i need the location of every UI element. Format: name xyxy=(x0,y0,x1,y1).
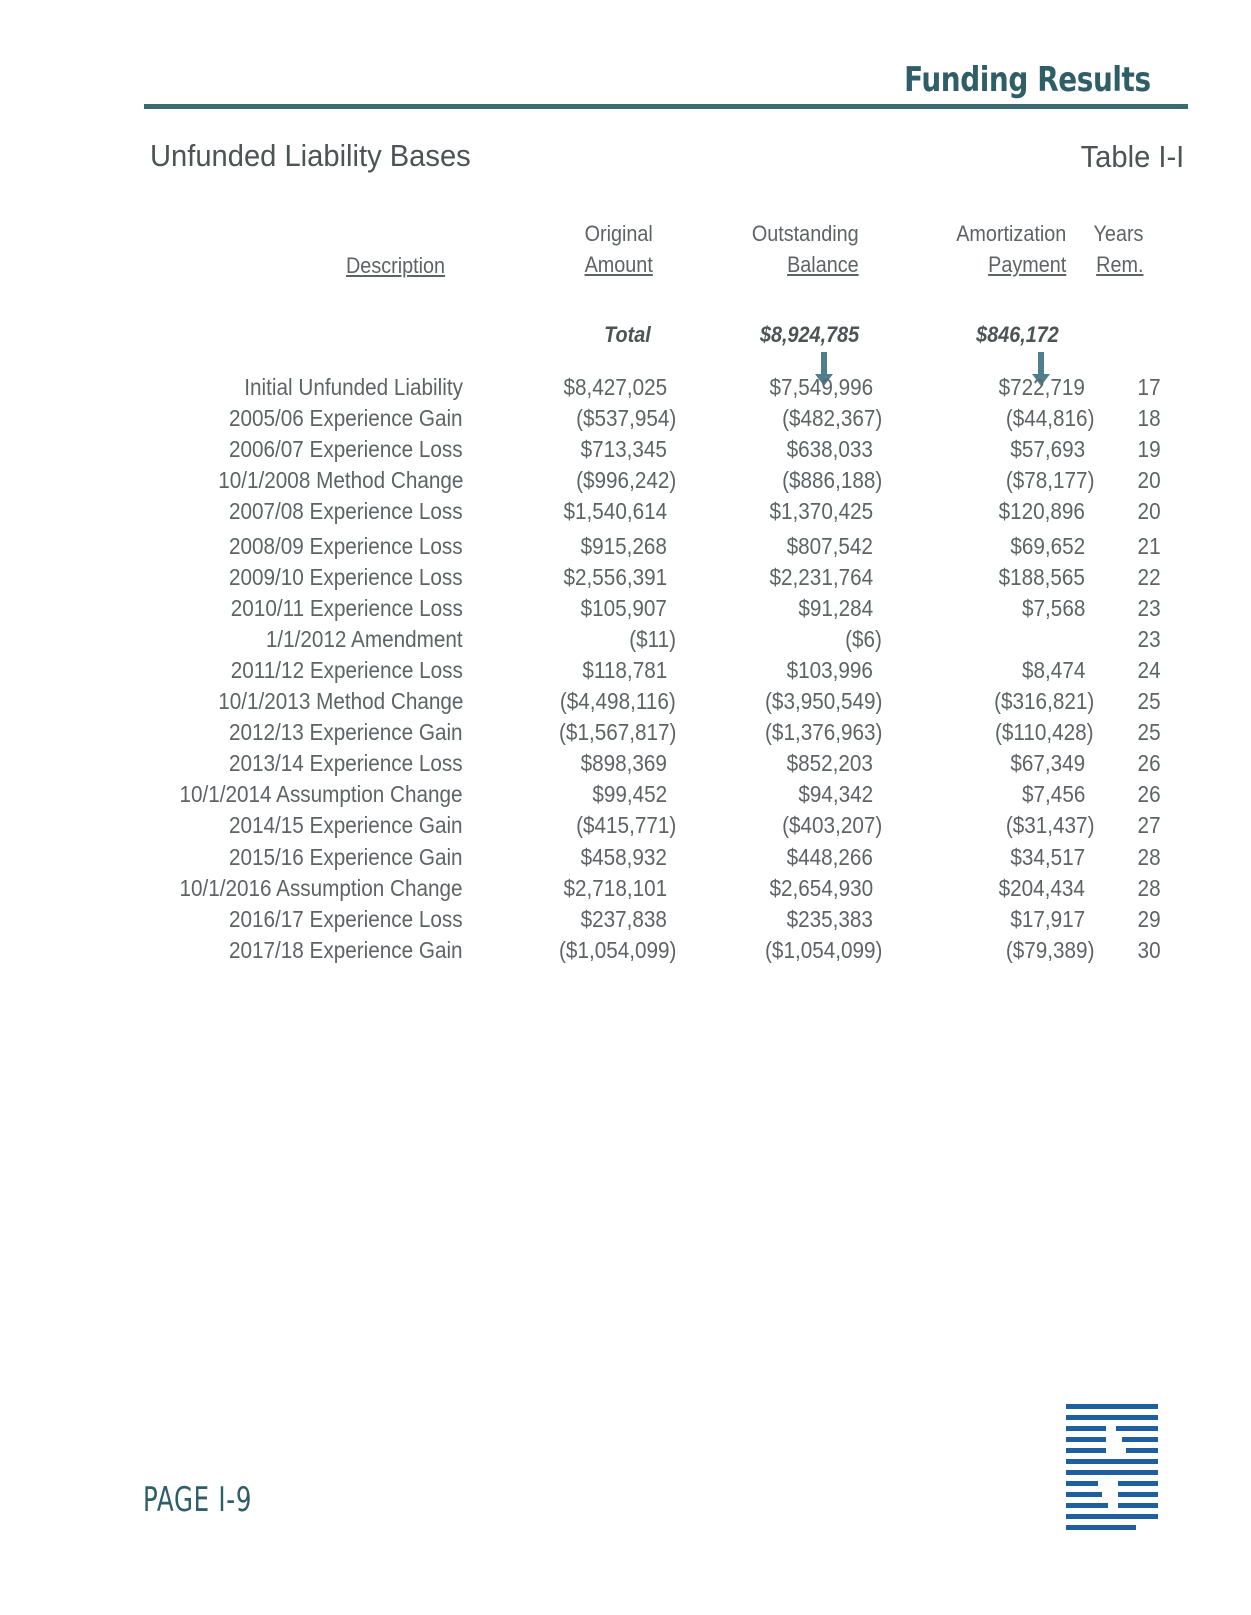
row-outstanding-balance: $852,203 xyxy=(786,750,873,777)
row-description: 2008/09 Experience Loss xyxy=(229,532,463,559)
header-original-line1: Original xyxy=(584,221,653,246)
row-years-remaining: 24 xyxy=(1137,656,1161,683)
row-outstanding-balance: $2,231,764 xyxy=(769,563,873,590)
row-years-remaining: 19 xyxy=(1137,436,1161,463)
header-payment-line1: Amortization xyxy=(955,221,1066,246)
row-outstanding-balance: $807,542 xyxy=(786,532,873,559)
row-amortization-payment: ($79,389) xyxy=(1005,936,1094,963)
table-row xyxy=(0,906,1251,937)
row-original-amount: ($4,498,116) xyxy=(560,688,676,714)
row-amortization-payment: ($31,437) xyxy=(1005,812,1094,839)
row-years-remaining: 27 xyxy=(1137,812,1161,839)
page-number: PAGE I-9 xyxy=(143,1480,253,1520)
row-outstanding-balance: $448,266 xyxy=(786,843,873,870)
row-years-remaining: 21 xyxy=(1137,532,1161,559)
total-label: Total xyxy=(604,322,651,347)
row-description: 10/1/2013 Method Change xyxy=(217,688,463,714)
row-description: 2005/06 Experience Gain xyxy=(229,405,463,432)
row-years-remaining: 30 xyxy=(1137,936,1161,963)
table-row xyxy=(0,844,1251,875)
row-description: 10/1/2008 Method Change xyxy=(217,467,463,494)
table-row xyxy=(0,595,1251,626)
header-rule xyxy=(144,104,1188,109)
row-outstanding-balance: $638,033 xyxy=(786,436,873,463)
row-outstanding-balance: ($1,054,099) xyxy=(764,936,882,963)
row-description: 2006/07 Experience Loss xyxy=(229,436,463,463)
row-amortization-payment: ($316,821) xyxy=(993,688,1094,714)
header-original-line2: Amount xyxy=(584,252,653,277)
row-outstanding-balance: ($6) xyxy=(845,625,882,652)
row-original-amount: $2,718,101 xyxy=(563,874,667,901)
row-outstanding-balance: ($886,188) xyxy=(781,467,882,494)
row-description: 1/1/2012 Amendment xyxy=(266,625,463,652)
company-logo xyxy=(1066,1404,1158,1530)
row-original-amount: ($537,954) xyxy=(575,405,676,432)
row-years-remaining: 28 xyxy=(1137,874,1161,901)
row-years-remaining: 29 xyxy=(1137,905,1161,932)
header-years-line2: Rem. xyxy=(1095,252,1143,277)
row-amortization-payment: ($44,816) xyxy=(1005,405,1094,432)
page-heading: Unfunded Liability Bases xyxy=(150,138,471,173)
header-balance xyxy=(752,218,859,280)
row-description: 2013/14 Experience Loss xyxy=(229,750,463,777)
header-years-line1: Years xyxy=(1093,221,1143,246)
row-outstanding-balance: $7,549,996 xyxy=(769,374,873,400)
row-original-amount: $1,540,614 xyxy=(563,498,667,525)
row-description: Initial Unfunded Liability xyxy=(244,374,463,400)
row-amortization-payment: $722,719 xyxy=(998,374,1085,400)
row-outstanding-balance: $1,370,425 xyxy=(769,498,873,525)
table-row xyxy=(0,657,1251,688)
total-amortization-payment: $846,172 xyxy=(976,322,1059,347)
table-row xyxy=(0,467,1251,498)
row-amortization-payment: ($78,177) xyxy=(1005,467,1094,494)
row-description: 2017/18 Experience Gain xyxy=(229,936,463,963)
row-original-amount: $458,932 xyxy=(580,843,667,870)
row-description: 2010/11 Experience Loss xyxy=(230,594,463,621)
row-original-amount: $713,345 xyxy=(580,436,667,463)
row-years-remaining: 20 xyxy=(1137,498,1161,525)
row-outstanding-balance: ($403,207) xyxy=(781,812,882,839)
table-row xyxy=(0,937,1251,968)
row-outstanding-balance: $91,284 xyxy=(798,594,873,621)
row-years-remaining: 23 xyxy=(1137,625,1161,652)
row-description: 10/1/2016 Assumption Change xyxy=(179,874,463,901)
row-years-remaining: 28 xyxy=(1137,843,1161,870)
row-years-remaining: 25 xyxy=(1137,719,1161,746)
table-row xyxy=(0,564,1251,595)
header-description-label: Description xyxy=(345,253,445,278)
row-amortization-payment: $8,474 xyxy=(1021,656,1085,683)
row-amortization-payment: $57,693 xyxy=(1010,436,1085,463)
row-description: 2011/12 Experience Loss xyxy=(230,656,463,683)
row-description: 2014/15 Experience Gain xyxy=(229,812,463,839)
row-outstanding-balance: $235,383 xyxy=(786,905,873,932)
row-amortization-payment: $7,568 xyxy=(1021,594,1085,621)
table-row xyxy=(0,812,1251,843)
table-row xyxy=(0,688,1251,719)
row-original-amount: ($11) xyxy=(629,625,676,652)
row-years-remaining: 25 xyxy=(1137,688,1161,714)
row-amortization-payment: $188,565 xyxy=(998,563,1085,590)
row-description: 2012/13 Experience Gain xyxy=(229,719,463,746)
row-original-amount: $118,781 xyxy=(582,656,667,683)
row-original-amount: ($996,242) xyxy=(575,467,676,494)
table-row xyxy=(0,533,1251,564)
row-years-remaining: 26 xyxy=(1137,781,1161,808)
header-payment xyxy=(956,218,1066,280)
row-amortization-payment: $67,349 xyxy=(1010,750,1085,777)
table-row xyxy=(0,750,1251,781)
table-id: Table I-I xyxy=(1080,139,1184,174)
table-row xyxy=(0,781,1251,812)
header-balance-line2: Balance xyxy=(787,252,859,277)
table-row xyxy=(0,374,1251,405)
row-original-amount: $99,452 xyxy=(592,781,667,808)
row-original-amount: $915,268 xyxy=(580,532,667,559)
row-amortization-payment: $204,434 xyxy=(998,874,1085,901)
row-amortization-payment: $69,652 xyxy=(1010,532,1085,559)
row-outstanding-balance: ($3,950,549) xyxy=(764,688,882,714)
row-years-remaining: 23 xyxy=(1137,594,1161,621)
row-outstanding-balance: $94,342 xyxy=(798,781,873,808)
table-row xyxy=(0,436,1251,467)
header-payment-line2: Payment xyxy=(987,252,1066,277)
table-row xyxy=(0,498,1251,529)
row-amortization-payment: $7,456 xyxy=(1021,781,1085,808)
header-years xyxy=(1093,218,1143,280)
row-years-remaining: 18 xyxy=(1137,405,1161,432)
row-outstanding-balance: ($482,367) xyxy=(781,405,882,432)
row-amortization-payment: $34,517 xyxy=(1010,843,1085,870)
header-balance-line1: Outstanding xyxy=(752,221,859,246)
table-row xyxy=(0,405,1251,436)
row-amortization-payment: $120,896 xyxy=(998,498,1085,525)
row-years-remaining: 26 xyxy=(1137,750,1161,777)
row-outstanding-balance: $2,654,930 xyxy=(769,874,873,901)
row-description: 2009/10 Experience Loss xyxy=(229,563,463,590)
section-title: Funding Results xyxy=(904,60,1151,100)
row-years-remaining: 20 xyxy=(1137,467,1161,494)
row-original-amount: ($1,054,099) xyxy=(558,936,676,963)
row-years-remaining: 22 xyxy=(1137,563,1161,590)
row-description: 2016/17 Experience Loss xyxy=(229,905,463,932)
row-original-amount: $237,838 xyxy=(580,905,667,932)
row-description: 10/1/2014 Assumption Change xyxy=(179,781,463,808)
row-outstanding-balance: $103,996 xyxy=(786,656,873,683)
row-original-amount: $8,427,025 xyxy=(563,374,667,400)
total-outstanding-balance: $8,924,785 xyxy=(759,322,859,347)
row-description: 2007/08 Experience Loss xyxy=(229,498,463,525)
row-outstanding-balance: ($1,376,963) xyxy=(764,719,882,746)
row-original-amount: $2,556,391 xyxy=(563,563,667,590)
row-original-amount: ($415,771) xyxy=(575,812,676,839)
row-amortization-payment: $17,917 xyxy=(1010,905,1085,932)
row-original-amount: $898,369 xyxy=(580,750,667,777)
row-original-amount: ($1,567,817) xyxy=(558,719,676,746)
table-row xyxy=(0,719,1251,750)
row-description: 2015/16 Experience Gain xyxy=(229,843,463,870)
header-original xyxy=(585,218,653,280)
row-years-remaining: 17 xyxy=(1137,374,1161,400)
row-amortization-payment: ($110,428) xyxy=(995,719,1094,746)
header-description xyxy=(346,250,445,281)
table-row xyxy=(0,875,1251,906)
table-row xyxy=(0,626,1251,657)
row-original-amount: $105,907 xyxy=(580,594,667,621)
